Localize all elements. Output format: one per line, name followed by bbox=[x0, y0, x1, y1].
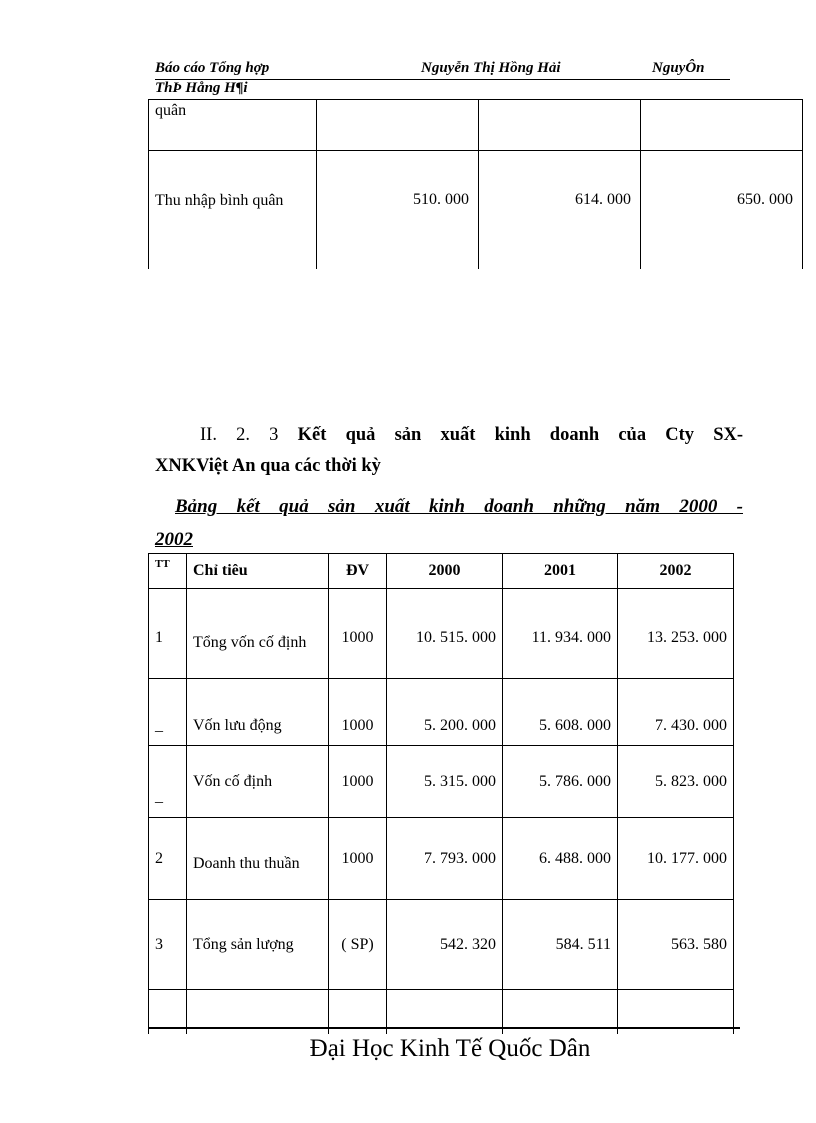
header-2001: 2001 bbox=[503, 554, 618, 589]
table-cell: 614. 000 bbox=[479, 151, 641, 270]
income-table-fragment bbox=[148, 99, 803, 269]
table-cell: 510. 000 bbox=[317, 151, 479, 270]
table-row bbox=[149, 900, 734, 990]
table-cell: 7. 430. 000 bbox=[618, 679, 734, 746]
table-row bbox=[149, 151, 803, 270]
table-cell-unit: 1000 bbox=[329, 589, 387, 679]
table-cell: 542. 320 bbox=[387, 900, 503, 990]
table-cell-label: Vốn cố định bbox=[187, 746, 329, 818]
table-caption bbox=[155, 490, 743, 556]
table-cell bbox=[641, 100, 803, 151]
table-cell-label: Thu nhập bình quân bbox=[149, 151, 317, 270]
table-cell: 6. 488. 000 bbox=[503, 818, 618, 900]
table-cell: 5. 823. 000 bbox=[618, 746, 734, 818]
table-cell-tt: _ bbox=[149, 679, 187, 746]
section-number: II. 2. 3 bbox=[200, 425, 279, 445]
table-cell: 563. 580 bbox=[618, 900, 734, 990]
header-unit: ĐV bbox=[329, 554, 387, 589]
header-title: Báo cáo Tổng hợp bbox=[155, 60, 270, 76]
page-cut-line bbox=[148, 1027, 740, 1029]
table-row bbox=[149, 746, 734, 818]
page-header bbox=[155, 60, 730, 102]
table-cell: 650. 000 bbox=[641, 151, 803, 270]
header-author-alt-1: NguyÔn bbox=[652, 60, 705, 76]
header-2000: 2000 bbox=[387, 554, 503, 589]
table-cell-tt: 1 bbox=[149, 589, 187, 679]
section-title-2: XNKViệt An qua các thời kỳ bbox=[155, 456, 381, 476]
table-cell-tt: 3 bbox=[149, 900, 187, 990]
table-caption-line-1: Bảng kết quả sản xuất kinh doanh những năm 2000 - bbox=[175, 496, 743, 517]
header-2002: 2002 bbox=[618, 554, 734, 589]
table-cell: 5. 608. 000 bbox=[503, 679, 618, 746]
table-cell-unit: 1000 bbox=[329, 746, 387, 818]
table-cell: 5. 315. 000 bbox=[387, 746, 503, 818]
table-cell-tt: _ bbox=[149, 746, 187, 818]
table-cell-label: Doanh thu thuần bbox=[187, 818, 329, 900]
section-heading-line-2 bbox=[155, 451, 743, 482]
table-cell: 11. 934. 000 bbox=[503, 589, 618, 679]
table-row bbox=[149, 818, 734, 900]
table-cell-tt: 2 bbox=[149, 818, 187, 900]
table-cell: 10. 515. 000 bbox=[387, 589, 503, 679]
header-author: Nguyễn Thị Hồng Hải bbox=[421, 60, 561, 76]
table-cell-label: Tổng vốn cố định bbox=[187, 589, 329, 679]
table-cell: 5. 200. 000 bbox=[387, 679, 503, 746]
table-cell-unit: 1000 bbox=[329, 818, 387, 900]
table-cell-unit: ( SP) bbox=[329, 900, 387, 990]
table-cell: 10. 177. 000 bbox=[618, 818, 734, 900]
table-cell-label: Vốn lưu động bbox=[187, 679, 329, 746]
table-cell-label: quân bbox=[149, 100, 317, 151]
header-author-alt-2: ThÞ Hång H¶i bbox=[155, 80, 248, 96]
section-heading bbox=[155, 420, 743, 482]
table-caption-line-2: 2002 bbox=[155, 529, 193, 550]
table-row bbox=[149, 679, 734, 746]
table-cell-unit: 1000 bbox=[329, 679, 387, 746]
table-cell: 7. 793. 000 bbox=[387, 818, 503, 900]
table-cell: 584. 511 bbox=[503, 900, 618, 990]
header-tt: TT bbox=[149, 554, 187, 589]
table-cell bbox=[479, 100, 641, 151]
section-heading-line-1 bbox=[155, 420, 743, 451]
table-cell-label: Tổng sản lượng bbox=[187, 900, 329, 990]
business-results-table bbox=[148, 553, 734, 1034]
header-indicator: Chỉ tiêu bbox=[187, 554, 329, 589]
table-header-row bbox=[149, 554, 734, 589]
table-row bbox=[149, 100, 803, 151]
table-cell: 5. 786. 000 bbox=[503, 746, 618, 818]
table-cell bbox=[317, 100, 479, 151]
table-row bbox=[149, 589, 734, 679]
page-footer: Đại Học Kinh Tế Quốc Dân bbox=[309, 1035, 591, 1062]
table-cell: 13. 253. 000 bbox=[618, 589, 734, 679]
section-title-1: Kết quả sản xuất kinh doanh của Cty SX- bbox=[297, 425, 744, 445]
